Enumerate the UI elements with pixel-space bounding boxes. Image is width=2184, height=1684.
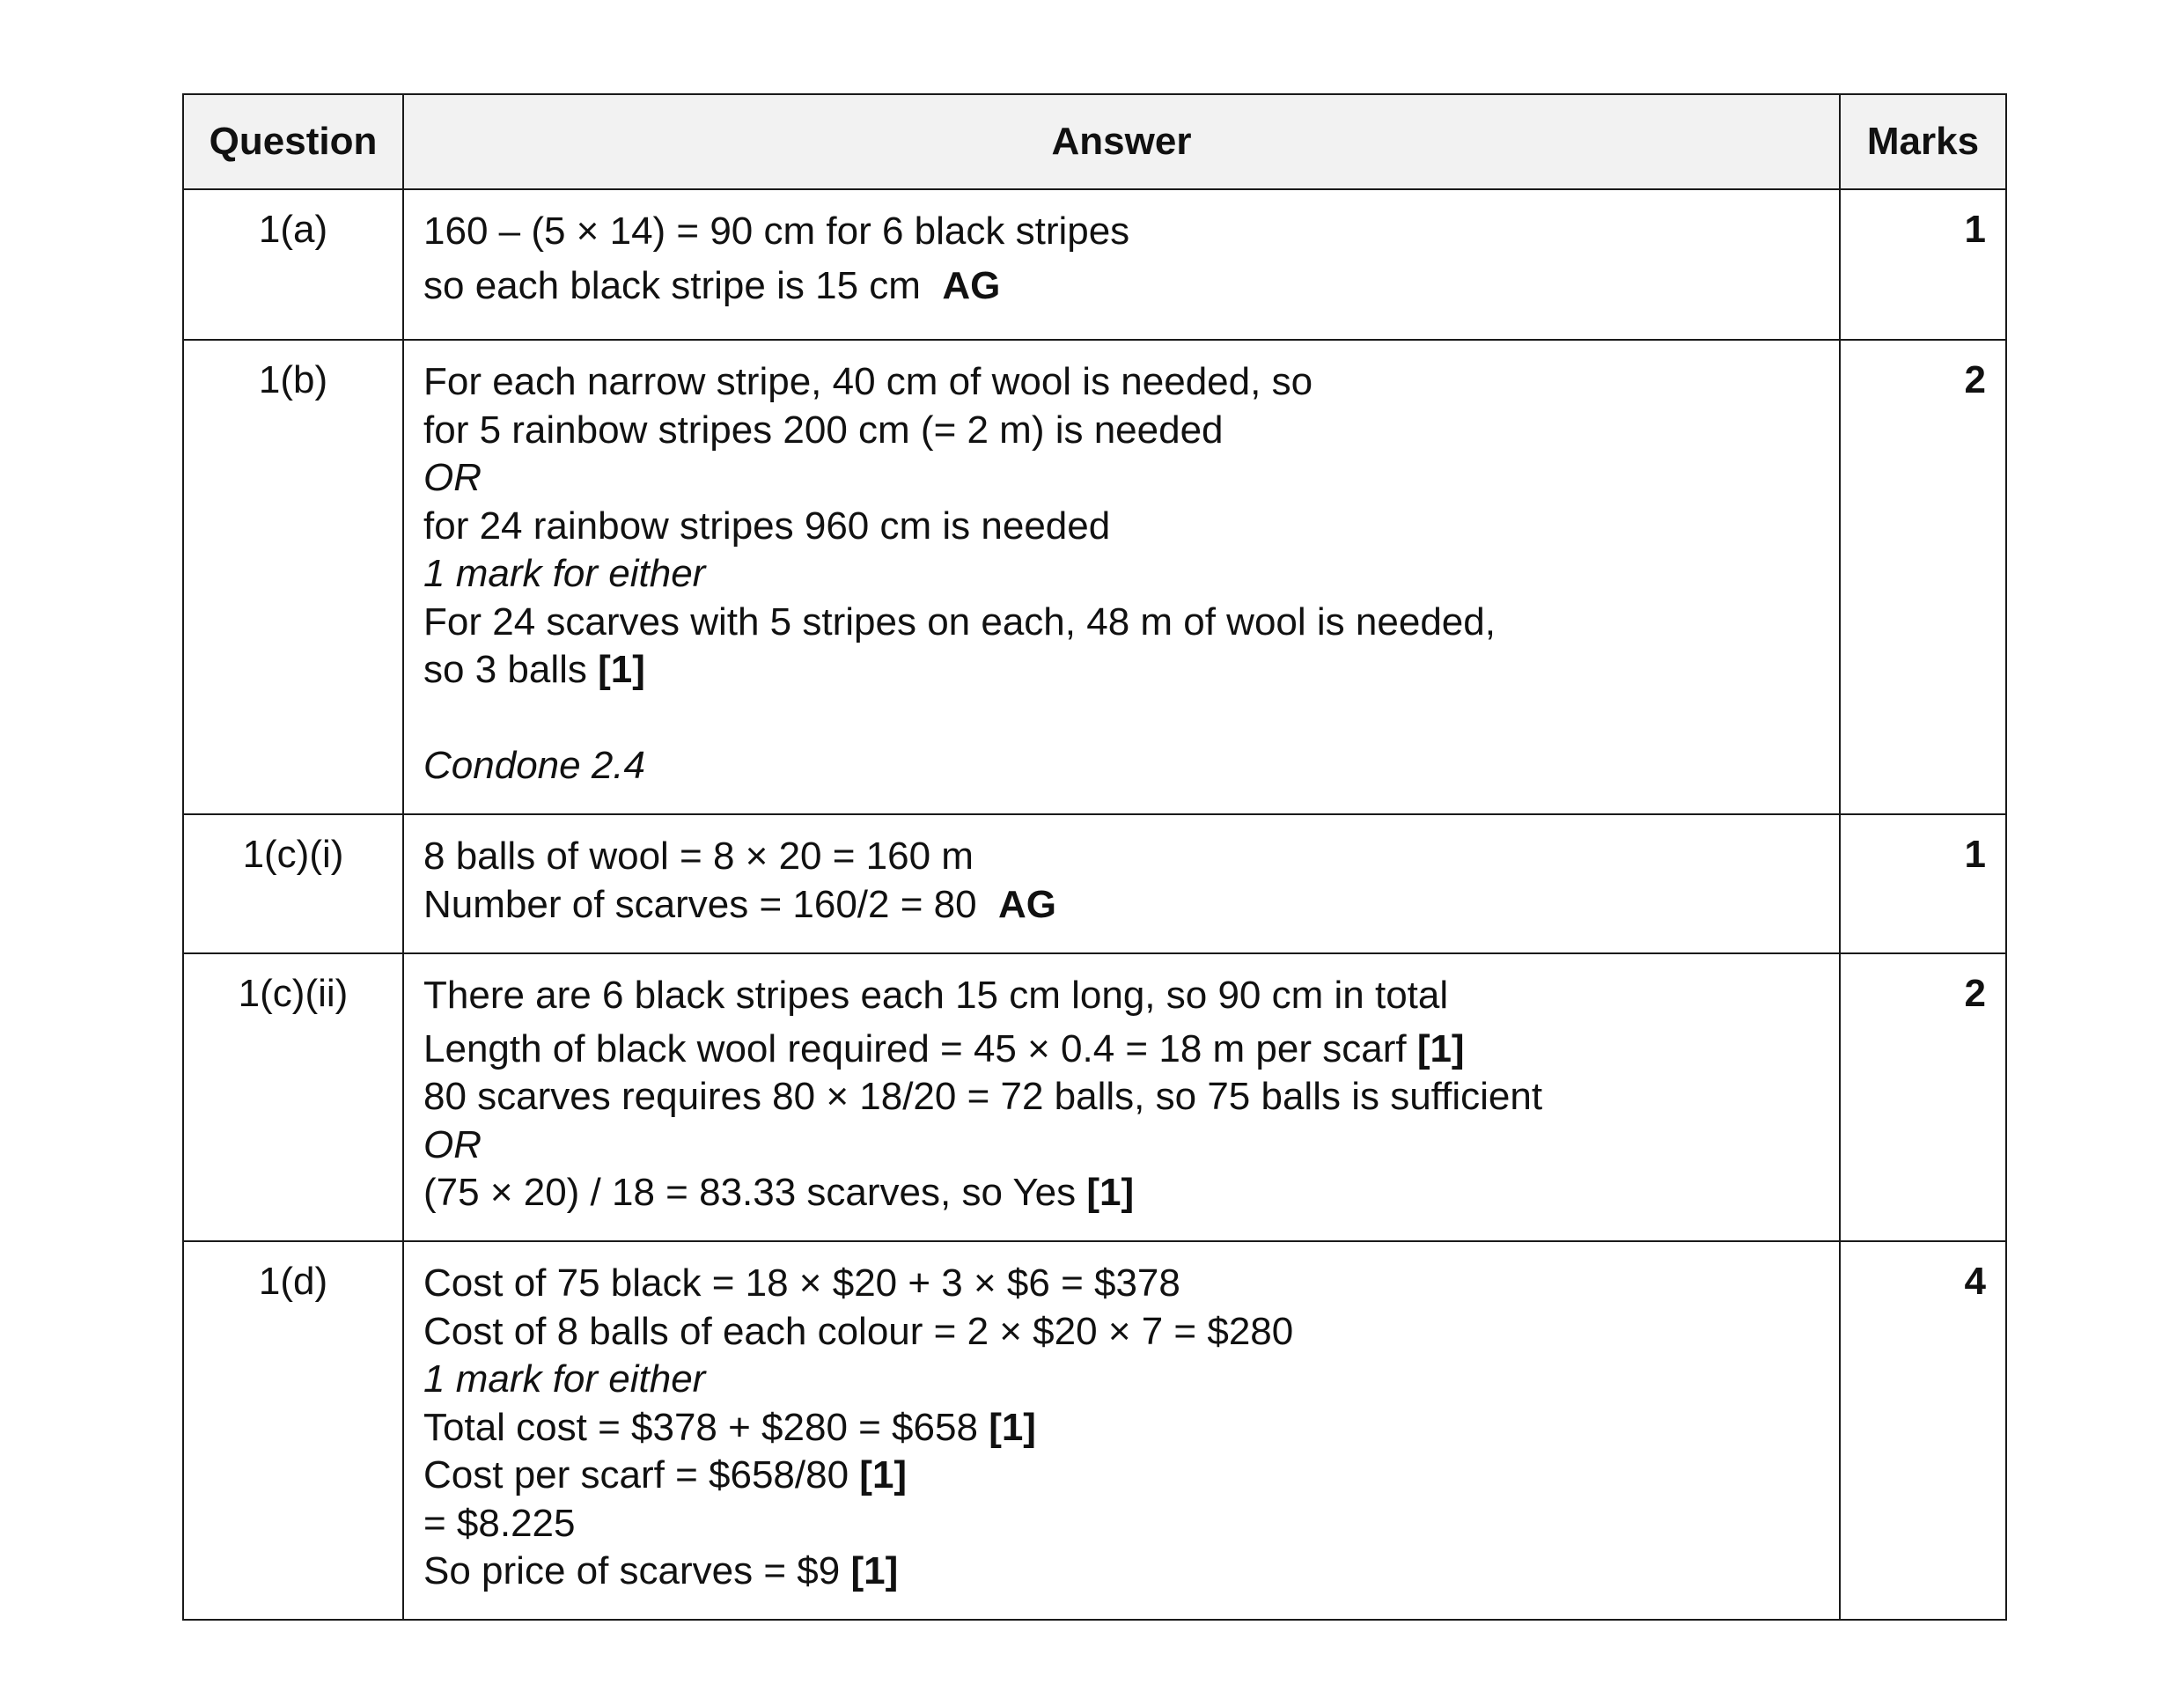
question-number: 1(c)(i) xyxy=(183,814,403,953)
answer-cell xyxy=(403,189,1840,340)
answer-column-header: Answer xyxy=(403,94,1840,189)
marking-note: 1 mark for either xyxy=(423,552,706,595)
answer-line: Total cost = $378 + $280 = $658 [1] xyxy=(423,1405,1036,1449)
answer-cell xyxy=(403,814,1840,953)
table-row xyxy=(183,1241,2006,1620)
marks-value: 1 xyxy=(1840,814,2006,953)
marks-column-header: Marks xyxy=(1840,94,2006,189)
mark-tag: [1] xyxy=(598,648,645,691)
mark-scheme-table xyxy=(182,93,2007,1621)
marking-note: 1 mark for either xyxy=(423,1357,706,1401)
marks-value: 2 xyxy=(1840,340,2006,814)
answer-line: (75 × 20) / 18 = 83.33 scarves, so Yes [1] xyxy=(423,1171,1135,1214)
question-number: 1(b) xyxy=(183,340,403,814)
table-row xyxy=(183,189,2006,340)
question-number: 1(a) xyxy=(183,189,403,340)
table-row xyxy=(183,814,2006,953)
answer-given-tag: AG xyxy=(998,882,1057,926)
question-column-header: Question xyxy=(183,94,403,189)
marks-value: 4 xyxy=(1840,1241,2006,1620)
marks-value: 1 xyxy=(1840,189,2006,340)
answer-cell xyxy=(403,340,1840,814)
mark-tag: [1] xyxy=(1416,1026,1465,1070)
answer-given-tag: AG xyxy=(942,264,1001,307)
marks-value: 2 xyxy=(1840,953,2006,1241)
spacer xyxy=(423,695,1820,743)
answer-line: for 24 rainbow stripes 960 cm is needed xyxy=(423,504,1111,548)
answer-line: for 5 rainbow stripes 200 cm (= 2 m) is needed xyxy=(423,408,1224,452)
question-number: 1(d) xyxy=(183,1241,403,1620)
answer-line: so 3 balls [1] xyxy=(423,648,645,691)
answer-line: For each narrow stripe, 40 cm of wool is needed, so xyxy=(423,360,1313,403)
answer-line: For 24 scarves with 5 stripes on each, 48 m of wool is needed, xyxy=(423,599,1496,643)
answer-line: 80 scarves requires 80 × 18/20 = 72 balls, so 75 balls is sufficient xyxy=(423,1075,1543,1118)
mark-tag: [1] xyxy=(1086,1171,1135,1214)
answer-line: Cost per scarf = $658/80 [1] xyxy=(423,1453,908,1496)
answer-line: 8 balls of wool = 8 × 20 = 160 m xyxy=(423,835,974,878)
answer-line: OR xyxy=(423,1122,482,1166)
marking-note: Condone 2.4 xyxy=(423,744,645,787)
answer-line: = $8.225 xyxy=(423,1501,576,1545)
answer-cell xyxy=(403,953,1840,1241)
answer-line: So price of scarves = $9 [1] xyxy=(423,1549,899,1592)
answer-line: 160 – (5 × 14) = 90 cm for 6 black stripes xyxy=(423,210,1130,253)
table-row xyxy=(183,340,2006,814)
answer-line: Number of scarves = 160/2 = 80 AG xyxy=(423,882,1057,926)
answer-line: Length of black wool required = 45 × 0.4 = 18 m per scarf [1] xyxy=(423,1026,1465,1070)
question-number: 1(c)(ii) xyxy=(183,953,403,1241)
answer-cell xyxy=(403,1241,1840,1620)
answer-line: Cost of 75 black = 18 × $20 + 3 × $6 = $378 xyxy=(423,1261,1180,1305)
table-row xyxy=(183,953,2006,1241)
header-row xyxy=(183,94,2006,189)
answer-line: so each black stripe is 15 cm AG xyxy=(423,264,1001,307)
answer-line: There are 6 black stripes each 15 cm long, so 90 cm in total xyxy=(423,974,1449,1017)
answer-line: OR xyxy=(423,456,482,499)
mark-tag: [1] xyxy=(850,1549,899,1592)
mark-tag: [1] xyxy=(859,1453,908,1496)
answer-line: Cost of 8 balls of each colour = 2 × $20 × 7 = $280 xyxy=(423,1309,1294,1353)
mark-tag: [1] xyxy=(989,1405,1036,1449)
